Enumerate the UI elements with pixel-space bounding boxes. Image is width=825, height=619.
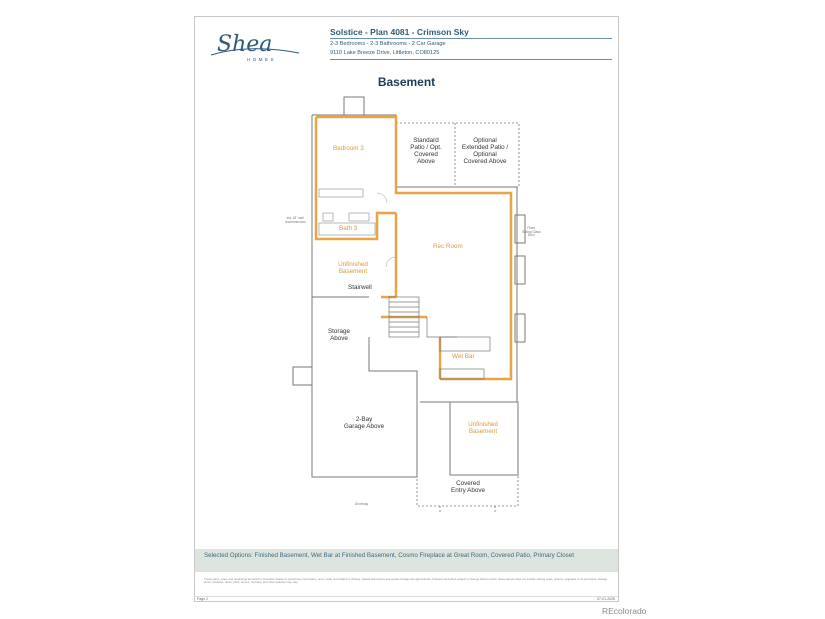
disclaimer-text: These plans, maps and renderings are artist's conception based on preliminary information, not to scale and subject to change. Stated dimensions and square footage are approximate. Features and plans subject to change without notice. Shea Homes does not include closing costs, options, upgrades or lot premiums. Garage doors, windows, doors, paint, stones, roof tiles, and other features may vary. [204, 577, 608, 585]
egress-note: est. 18" wall recommended [285, 216, 306, 224]
selected-options-box: Selected Options: Finished Basement, Wet Bar at Finished Basement, Cosmo Fireplace at Great Room, Covered Patio, Primary Closet [195, 549, 618, 572]
room-rec-room: Rec Room [433, 243, 463, 250]
driveway-label: Driveway [355, 502, 369, 506]
side-note: Fixed Sliding Glass Door [522, 226, 541, 238]
plan-name: Solstice - Plan 4081 - Crimson Sky [330, 27, 469, 37]
room-storage: Storage Above [327, 328, 351, 342]
room-garage: 2-Bay Garage Above [343, 416, 385, 430]
document-date: 07-01-2025 [597, 597, 615, 601]
floor-plan-sheet [194, 16, 619, 602]
room-optional-patio: Optional Extended Patio / Optional Covered Above [461, 137, 509, 165]
room-covered-entry: Covered Entry Above [451, 480, 485, 494]
logo-word: Shea [217, 32, 273, 57]
room-bedroom-3: Bedroom 3 [333, 145, 364, 152]
footer-rule [195, 596, 618, 597]
page-number: Page 2 [197, 597, 209, 601]
room-standard-patio: Standard Patio / Opt. Covered Above [410, 137, 442, 165]
plan-specs: 2-3 Bedrooms - 2-3 Bathrooms - 2 Car Garage [330, 41, 446, 47]
room-bath-3: Bath 3 [339, 225, 358, 232]
recolorado-watermark: REcolorado [602, 606, 647, 616]
plan-address: 9110 Lake Breeze Drive, Littleton, CO80125 [330, 50, 440, 56]
room-wet-bar: Wet Bar [452, 353, 475, 360]
logo-sub: HOMES [247, 57, 277, 62]
floor-plan-svg [195, 17, 620, 603]
room-unfinished-left: Unfinished Basement [338, 261, 368, 275]
room-stairwell: Stairwell [348, 284, 372, 291]
floor-title: Basement [377, 75, 436, 89]
room-unfinished-right: Unfinished Basement [468, 421, 498, 435]
floor-plan-drawing [195, 17, 620, 603]
